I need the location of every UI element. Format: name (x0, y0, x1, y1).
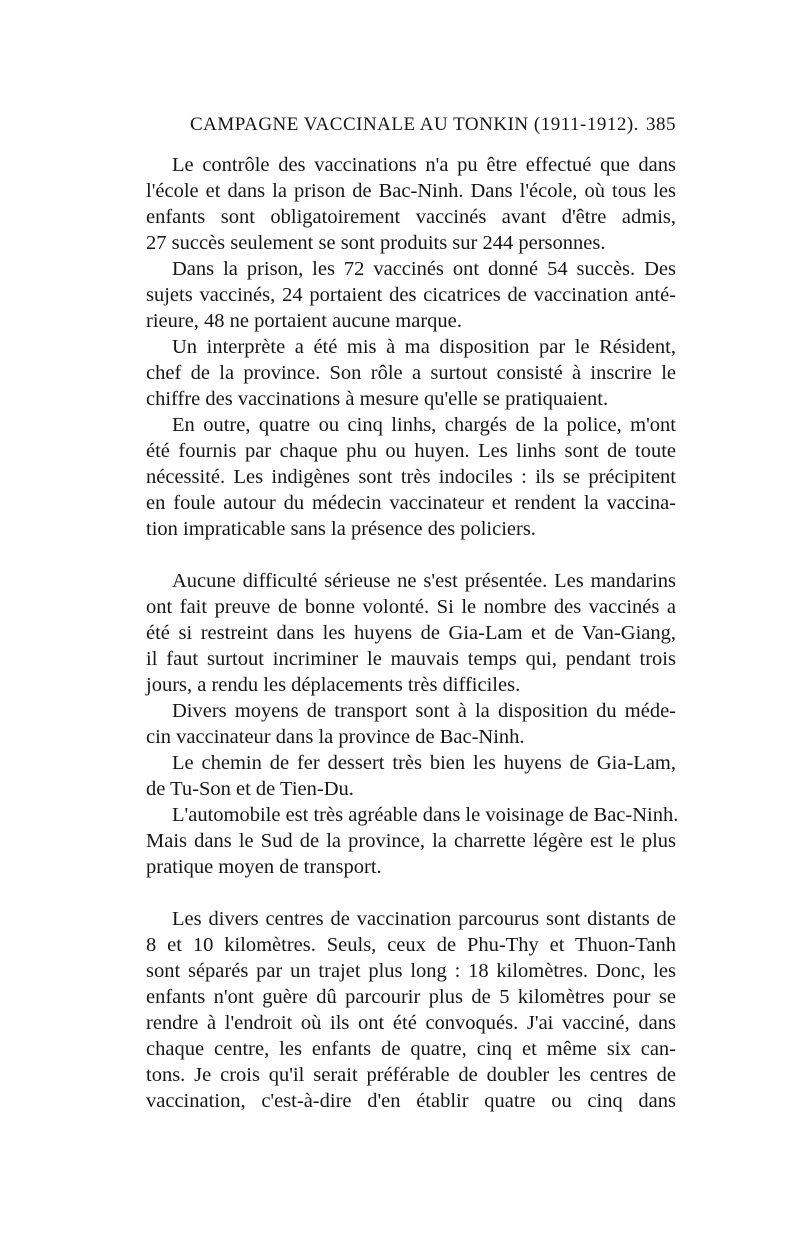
text-line: tion impraticable sans la présence des policiers. (146, 518, 536, 540)
paragraph (146, 802, 679, 880)
page-number: 385 (646, 114, 676, 135)
text-line: En outre, quatre ou cinq linhs, chargés de la police, m'ont (172, 414, 676, 436)
section-gap (146, 542, 676, 568)
text-line: ont fait preuve de bonne volonté. Si le nombre des vaccinés a (146, 596, 676, 618)
text-line: Le contrôle des vaccinations n'a pu être effectué que dans (172, 154, 676, 176)
text-line: 27 succès seulement se sont produits sur 244 personnes. (146, 232, 606, 254)
paragraph (146, 412, 676, 542)
text-line: enfants n'ont guère dû parcourir plus de 5 kilomètres pour se (146, 986, 676, 1008)
text-line: rendre à l'endroit où ils ont été convoqués. J'ai vacciné, dans (146, 1012, 676, 1034)
text-line: chiffre des vaccinations à mesure qu'elle se pratiquaient. (146, 388, 609, 410)
text-line: Le chemin de fer dessert très bien les huyens de Gia-Lam, (172, 752, 676, 774)
text-line: de Tu-Son et de Tien-Du. (146, 778, 354, 800)
text-line: rieure, 48 ne portaient aucune marque. (146, 310, 462, 332)
body-text (146, 152, 679, 1114)
running-title: CAMPAGNE VACCINALE AU TONKIN (1911-1912). (190, 114, 639, 135)
text-line: l'école et dans la prison de Bac-Ninh. Dans l'école, où tous les (146, 180, 676, 202)
paragraph (146, 334, 676, 412)
text-line: été fournis par chaque phu ou huyen. Les linhs sont de toute (146, 440, 676, 462)
text-line: jours, a rendu les déplacements très difficiles. (146, 674, 521, 696)
text-line: vaccination, c'est-à-dire d'en établir quatre ou cinq dans (146, 1090, 676, 1112)
text-line: tons. Je crois qu'il serait préférable de doubler les centres de (146, 1064, 676, 1086)
text-line: Un interprète a été mis à ma disposition par le Résident, (172, 336, 676, 358)
text-line: Dans la prison, les 72 vaccinés ont donné 54 succès. Des (172, 258, 676, 280)
text-line: Mais dans le Sud de la province, la charrette légère est le plus (146, 830, 676, 852)
text-line: en foule autour du médecin vaccinateur et rendent la vaccina- (146, 492, 676, 514)
text-line: Aucune difficulté sérieuse ne s'est présentée. Les mandarins (172, 570, 676, 592)
section-gap (146, 880, 676, 906)
text-line: enfants sont obligatoirement vaccinés avant d'être admis, (146, 206, 676, 228)
paragraph (146, 906, 676, 1114)
text-line: Les divers centres de vaccination parcourus sont distants de (172, 908, 676, 930)
text-line: sujets vaccinés, 24 portaient des cicatrices de vaccination anté- (146, 284, 676, 306)
paragraph (146, 256, 676, 334)
paragraph (146, 698, 676, 750)
paragraph (146, 750, 676, 802)
text-line: 8 et 10 kilomètres. Seuls, ceux de Phu-Thy et Thuon-Tanh (146, 934, 676, 956)
text-line: nécessité. Les indigènes sont très indociles : ils se précipitent (146, 466, 676, 488)
text-line: il faut surtout incriminer le mauvais temps qui, pendant trois (146, 648, 676, 670)
paragraph (146, 152, 676, 256)
text-line: Divers moyens de transport sont à la disposition du méde- (172, 700, 676, 722)
paragraph (146, 568, 676, 698)
text-line: cin vaccinateur dans la province de Bac-Ninh. (146, 726, 525, 748)
running-head (146, 114, 676, 142)
text-line: chaque centre, les enfants de quatre, cinq et même six can- (146, 1038, 676, 1060)
text-line: pratique moyen de transport. (146, 856, 382, 878)
text-line: été si restreint dans les huyens de Gia-Lam et de Van-Giang, (146, 622, 676, 644)
text-line: L'automobile est très agréable dans le voisinage de Bac-Ninh. (172, 804, 679, 826)
text-line: chef de la province. Son rôle a surtout consisté à inscrire le (146, 362, 676, 384)
text-line: sont séparés par un trajet plus long : 18 kilomètres. Donc, les (146, 960, 676, 982)
